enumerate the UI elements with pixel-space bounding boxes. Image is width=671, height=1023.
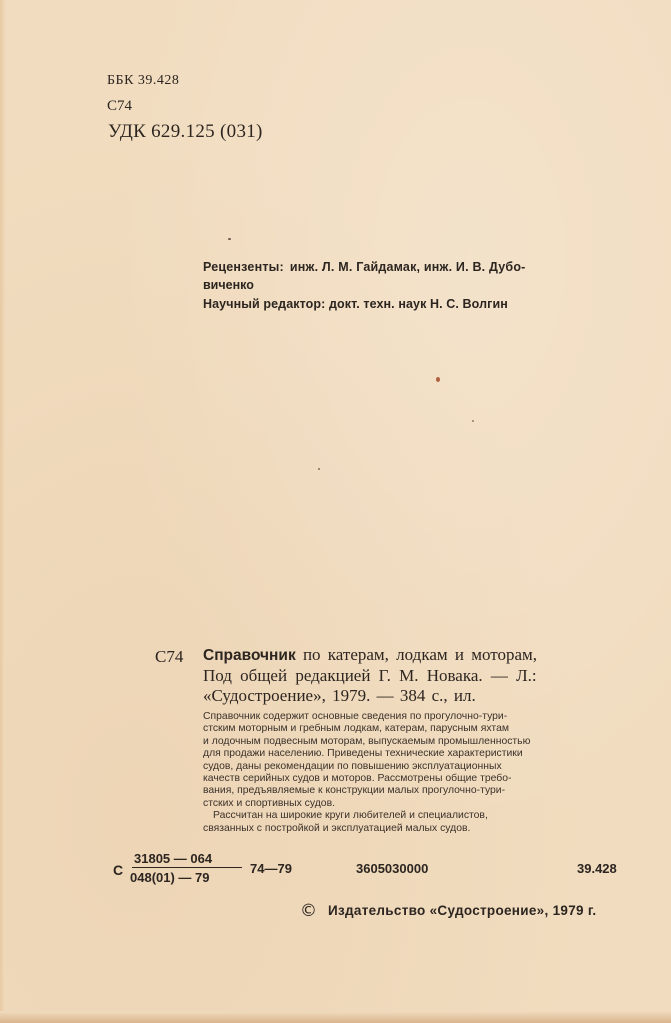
ink-speck [436, 377, 440, 382]
classification-letter: С [113, 862, 124, 878]
copyright-icon: © [300, 901, 317, 921]
classification-year-range: 74—79 [250, 861, 292, 876]
fraction-line [132, 867, 242, 868]
abstract-line: и лодочным подвесным моторам, выпускаемым промышленностью [203, 735, 531, 747]
bibliography-index: С74 [155, 647, 184, 666]
ink-speck [318, 468, 320, 470]
abstract-line: стским моторным и гребным лодкам, катерам, парусным яхтам [203, 723, 509, 735]
bbk-code: ББК 39.428 [107, 73, 180, 88]
author-index: С74 [107, 98, 133, 114]
abstract-line: для продажи населению. Приведены технические характеристики [203, 748, 523, 760]
classification-number: 3605030000 [356, 861, 429, 876]
scientific-editor: Научный редактор: докт. техн. наук Н. С. Волгин [203, 297, 508, 311]
classification-numerator: 31805 — 064 [134, 851, 213, 866]
reviewers-line-1 [203, 260, 526, 274]
bibliography-title: Справочник [203, 647, 296, 664]
bibliography-line-2: Под общей редакцией Г. М. Новака. — Л.: [203, 666, 537, 685]
bibliography-title-rest: по катерам, лодкам и моторам, [302, 645, 538, 664]
reviewers-label: Рецензенты: [203, 260, 284, 274]
udk-code: УДК 629.125 (031) [108, 121, 263, 142]
abstract-line: вания, предъявляемые к конструкции малых прогулочно-тури- [203, 785, 506, 797]
abstract-line: судов, даны рекомендации по повышению эксплуатационных [203, 760, 502, 772]
ink-speck [472, 420, 474, 422]
abstract-line: Рассчитан на широкие круги любителей и специалистов, [213, 810, 488, 822]
abstract-line: связанных с постройкой и эксплуатацией малых судов. [203, 822, 471, 834]
classification-denominator: 048(01) — 79 [130, 870, 210, 885]
bibliography-line-1 [203, 645, 537, 665]
page-edge-bottom [0, 1011, 671, 1023]
abstract-line: Справочник содержит основные сведения по прогулочно-тури- [203, 711, 508, 722]
abstract-line: стских и спортивных судов. [203, 797, 335, 809]
ink-speck [228, 238, 231, 240]
reviewers-line-2: виченко [203, 278, 254, 292]
abstract [203, 711, 628, 835]
classification-bbk: 39.428 [577, 861, 617, 876]
bibliography-line-3: «Судостроение», 1979. — 384 с., ил. [203, 686, 476, 705]
copyright-text: Издательство «Судостроение», 1979 г. [328, 903, 597, 918]
reviewers-names: инж. Л. М. Гайдамак, инж. И. В. Дубо- [289, 260, 526, 274]
abstract-line: качеств серийных судов и моторов. Рассмотрены общие требо- [203, 773, 512, 785]
page-edge-left [0, 0, 6, 1023]
